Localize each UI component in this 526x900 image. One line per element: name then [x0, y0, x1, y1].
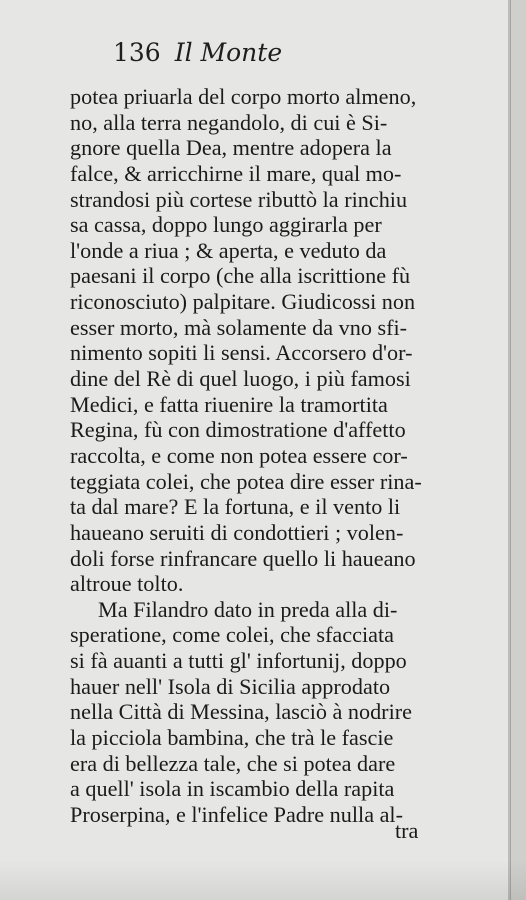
catchword: tra [395, 818, 419, 843]
text-line: speratione, come colei, che sfacciata [70, 622, 395, 648]
text-line: strandosi più cortese ributtò la rinchiu [70, 186, 408, 212]
page-shadow [0, 860, 526, 900]
text-line: falce, & arricchirne il mare, qual mo- [70, 160, 402, 186]
text-line: nella Città di Messina, lasciò à nodrire [70, 699, 412, 725]
text-line: haueano seruiti di condottieri ; volen- [70, 519, 404, 545]
text-line: esser morto, mà solamente da vno sfi- [70, 314, 408, 340]
text-line: paesani il corpo (che alla iscrittione fù [70, 263, 411, 289]
text-line: teggiata colei, che potea dire esser rina- [70, 468, 422, 494]
text-line: riconosciuto) palpitare. Giudicossi non [70, 289, 416, 315]
text-line: si fà auanti a tutti gl' infortunij, doppo [70, 648, 407, 674]
running-header [113, 38, 282, 67]
text-line: la picciola bambina, che trà le fascie [70, 725, 394, 751]
text-line: ta dal mare? E la fortuna, e il vento li [70, 494, 401, 520]
text-line: hauer nell' Isola di Sicilia approdato [70, 673, 391, 699]
page-number: 136 [113, 38, 161, 67]
text-line: nimento sopiti li sensi. Accorsero d'or- [70, 340, 413, 366]
running-title: Il Monte [174, 38, 283, 67]
text-line: potea priuarla del corpo morto almeno, [70, 84, 417, 109]
text-line: sa cassa, doppo lungo aggirarla per [70, 212, 382, 238]
text-line: a quell' isola in iscambio della rapita [70, 776, 395, 802]
text-line: dine del Rè di quel luogo, i più famosi [70, 366, 411, 392]
text-line: era di bellezza tale, che si potea dare [70, 750, 396, 776]
text-line: Proserpina, e l'infelice Padre nulla al- [70, 801, 403, 827]
text-line: Medici, e fatta riuenire la tramortita [70, 391, 388, 417]
text-line: l'onde a riua ; & aperta, e veduto da [70, 237, 387, 263]
text-line: no, alla terra negandolo, di cui è Si- [70, 109, 388, 135]
paragraph-start-line: Ma Filandro dato in preda alla di- [98, 596, 398, 622]
text-line: doli forse rinfrancare quello li haueano [70, 545, 416, 571]
book-spine [510, 0, 526, 900]
text-line: gnore quella Dea, mentre adopera la [70, 135, 392, 161]
text-line: raccolta, e come non potea essere cor- [70, 442, 408, 468]
body-text [70, 84, 462, 828]
text-line: altroue tolto. [70, 571, 184, 597]
text-line: Regina, fù con dimostratione d'affetto [70, 417, 406, 443]
